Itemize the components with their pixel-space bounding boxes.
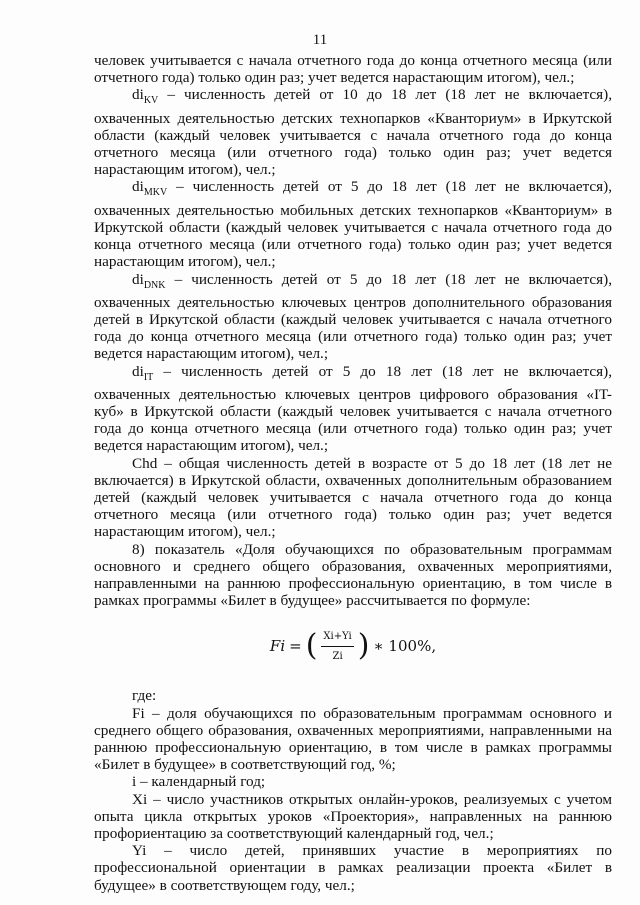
paragraph-text: – численность детей от 10 до 18 лет (18 лет не включается), охваченных деятельностью детских технопарков «Кванториум» в Иркутской области (каждый человек учитывается с начала отчетного года до конца отчетного месяца (или отчетного года) только один раз; учет ведется нарастающим итогом), чел.; — [94, 86, 612, 179]
paragraph: Yi – число детей, принявших участие в мероприятиях по профессиональной ориентации в рамках реализации проекта «Билет в будущее» в соответствующем году, чел.; — [94, 842, 612, 894]
paragraph: человек учитывается с начала отчетного года до конца отчетного месяца (или отчетного года) только один раз; учет ведется нарастающим итогом), чел.; — [94, 52, 612, 87]
paragraph: 8) показатель «Доля обучающихся по образовательным программам основного и среднего общего образования, охваченных мероприятиями, направленными на раннюю профессиональную ориентацию, в том числе в рамках программы «Билет в будущее» рассчитывается по формуле: — [94, 540, 612, 610]
symbol-subscript: MKV — [143, 187, 168, 199]
symbol-subscript: IT — [143, 371, 154, 383]
paragraph: Chd – общая численность детей в возрасте от 5 до 18 лет (18 лет не включается) в Иркутской области, охваченных дополнительным образованием детей (каждый человек учитывается с начала отчетного года до конца отчетного месяца (или отчетного года) только один раз; учет ведется нарастающим итогом), чел.; — [94, 454, 612, 541]
symbol: di — [132, 178, 144, 196]
paragraph — [94, 178, 612, 270]
formula-lhs: Fi — [269, 636, 286, 655]
paragraph — [94, 271, 612, 363]
formula-expression — [270, 628, 436, 665]
symbol-subscript: KV — [143, 95, 159, 107]
symbol: di — [132, 270, 144, 288]
paragraph — [94, 86, 612, 178]
paragraph: Fi – доля обучающихся по образовательным программам основного и среднего общего образования, охваченных мероприятиями, направленными на раннюю профессиональную ориентацию, в том числе в рамках программы «Билет в будущее» в соответствующий год, %; — [94, 704, 612, 774]
paragraph: Xi – число участников открытых онлайн-уроков, реализуемых с учетом опыта цикла открытых уроков «Проектория», направленных на раннюю профориентацию за соответствующий календарный год, чел.; — [94, 790, 612, 843]
right-paren: ) — [357, 628, 370, 664]
symbol-subscript: DNK — [143, 279, 166, 291]
symbol: di — [132, 362, 144, 380]
paragraph-text: – численность детей от 5 до 18 лет (18 лет не включается), охваченных деятельностью ключевых центров цифрового образования «IT-куб» в Иркутской области (каждый человек учитывается с начала отчетного года до конца отчетного месяца (или отчетного года) только один раз; учет ведется нарастающим итогом), чел.; — [94, 362, 612, 455]
formula — [94, 617, 612, 675]
formula-fraction — [321, 628, 353, 665]
paragraph-text: – численность детей от 5 до 18 лет (18 лет не включается), охваченных деятельностью мобильных детских технопарков «Кванториум» в Иркутской области (каждый человек учитывается с начала отчетного года до конца отчетного месяца (или отчетного года) только один раз; учет ведется нарастающим итогом), чел.; — [94, 178, 612, 271]
symbol: di — [132, 86, 144, 104]
formula-equals: = — [289, 636, 302, 655]
paragraph — [94, 363, 612, 455]
document-body — [94, 52, 612, 894]
formula-denominator: Zi — [332, 650, 343, 662]
formula-rhs: ∗ 100%, — [373, 636, 437, 655]
page-number: 11 — [312, 32, 328, 48]
left-paren: ( — [305, 628, 318, 664]
paragraph-text: – численность детей от 5 до 18 лет (18 лет не включается), охваченных деятельностью ключевых центров дополнительного образования детей в Иркутской области (каждый человек учитывается с начала отчетного года до конца отчетного месяца (или отчетного года) только один раз; учет ведется нарастающим итогом), чел.; — [94, 270, 612, 363]
formula-numerator: Xi+Yi — [321, 628, 353, 647]
paragraph: где: — [132, 687, 157, 705]
paragraph: i – календарный год; — [132, 773, 266, 791]
